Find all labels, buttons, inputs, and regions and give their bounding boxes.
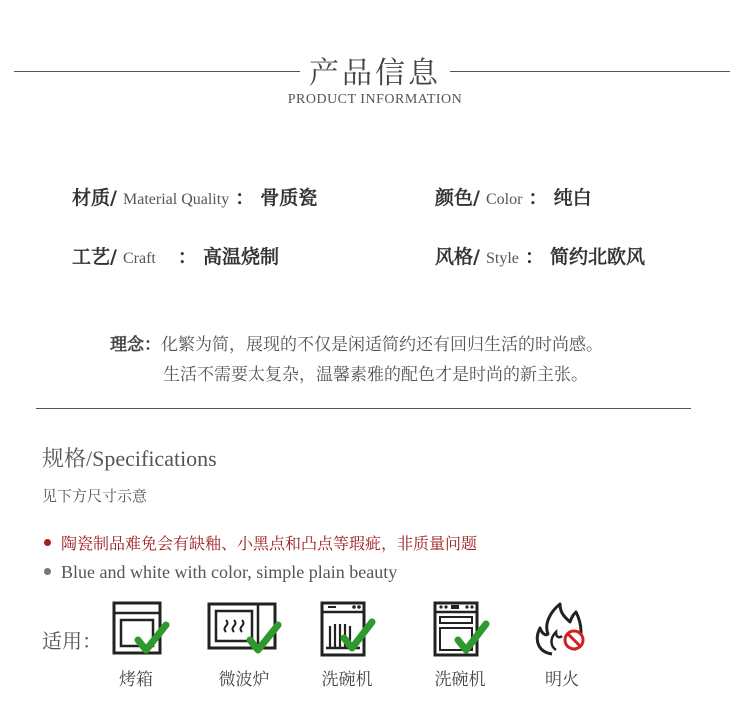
spec-subtitle: 见下方尺寸示意 xyxy=(42,487,148,505)
spec-bullet-warning xyxy=(44,531,477,554)
attr-craft-colon: ： xyxy=(177,246,197,268)
bullet-dot xyxy=(44,539,51,546)
spec-bullet-warning-text: 陶瓷制品难免会有缺釉、小黑点和凸点等瑕疵，非质量问题 xyxy=(61,534,478,553)
attr-color-label-en: Color xyxy=(486,191,523,208)
spec-bullet-description xyxy=(44,562,397,583)
concept-text-1: 化繁为简，展现的不仅是闲适简约还有回归生活的时尚感。 xyxy=(161,335,603,355)
attr-style-value: 简约北欧风 xyxy=(550,246,646,268)
attr-color-colon: ： xyxy=(528,187,548,209)
attr-material-label: 材质/ xyxy=(72,187,117,209)
usage-label: 适用： xyxy=(42,629,102,653)
attr-material-value: 骨质瓷 xyxy=(260,187,318,209)
attr-material-colon: ： xyxy=(235,187,255,209)
attr-material xyxy=(72,183,317,210)
usage-label-dishwasher: 洗碗机 xyxy=(321,670,373,690)
attr-color-label: 颜色/ xyxy=(435,187,480,209)
spec-title: 规格/Specifications xyxy=(42,446,217,471)
attr-style-label: 风格/ xyxy=(435,246,480,268)
attr-style xyxy=(435,242,645,269)
open-flame-icon xyxy=(530,600,606,660)
bullet-dot xyxy=(44,568,51,575)
usage-label-dishwasher-2: 洗碗机 xyxy=(434,670,486,690)
attr-material-label-en: Material Quality xyxy=(123,191,230,208)
concept-line-1 xyxy=(110,330,603,355)
page-subtitle: PRODUCT INFORMATION xyxy=(287,92,463,107)
oven-icon xyxy=(108,600,184,660)
usage-label-open-flame: 明火 xyxy=(545,670,579,690)
attr-craft-label: 工艺/ xyxy=(72,246,117,268)
concept-line-2 xyxy=(163,360,588,385)
usage-label-microwave: 微波炉 xyxy=(218,670,270,690)
attr-style-label-en: Style xyxy=(486,250,519,267)
microwave-icon xyxy=(206,600,282,660)
attr-craft-value: 高温烧制 xyxy=(202,246,279,268)
concept-text-2: 生活不需要太复杂，温馨素雅的配色才是时尚的新主张。 xyxy=(163,365,588,385)
attr-craft-label-en: Craft xyxy=(123,250,156,267)
dishwasher-drawer-icon xyxy=(432,600,508,660)
page-title: 产品信息 xyxy=(309,56,441,91)
attr-style-colon: ： xyxy=(524,246,544,268)
spec-bullet-description-text: Blue and white with color, simple plain beauty xyxy=(61,562,398,582)
concept-label: 理念： xyxy=(110,335,161,355)
attr-craft xyxy=(72,242,279,269)
usage-label-oven: 烤箱 xyxy=(119,670,153,690)
section-divider xyxy=(36,408,691,409)
attr-color xyxy=(435,183,592,210)
attr-color-value: 纯白 xyxy=(553,187,592,209)
dishwasher-icon xyxy=(318,600,394,660)
